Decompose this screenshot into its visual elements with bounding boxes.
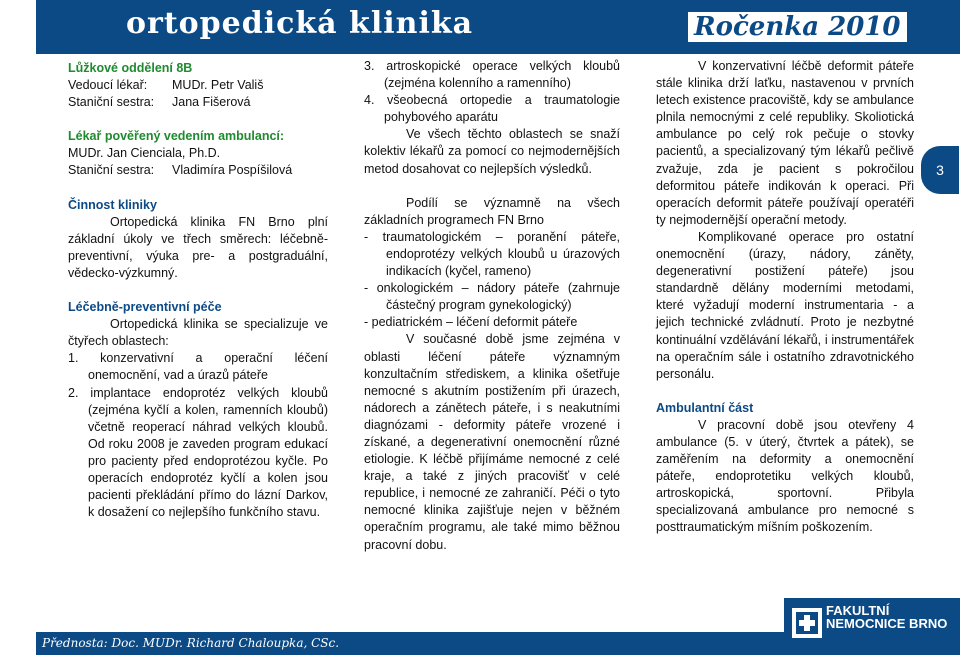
program-pediatric: - pediatrickém – léčení deformit páteře [364,315,578,330]
column-3 [656,58,914,537]
program-trauma: - traumatologickém – poranění páteře, endoprotézy velkých kloubů u úrazových indikacích (kyčel, rameno) [364,229,620,279]
activity-text: Ortopedická klinika FN Brno plní základní úkoly ve třech směrech: léčebně-preventivní, výuka pre- a postgraduální, vědecko-výzkumný. [68,214,328,280]
nurse2-label: Staniční sestra: [68,163,155,178]
nurse2-row [68,162,328,179]
nurse2-name: Vladimíra Pospíšilová [172,163,293,178]
conservative-text: V konzervativní léčbě deformit páteře stále klinika drží laťku, nastavenou v prvních letech existence pracoviště, kdy se ambulance plnila nemocnými z celé republiky. Skoliotická ambulance po celý rok pečuje o stovky pacientů, a specializovaný tým lékařů pečlivě zvažuje, zda je pacient s pokročilou deformitou páteře indikován k operaci. Při operacích deformit páteře používají operatéři ty nejmodernější operační metody. [656,59,914,227]
outpatient-heading: Ambulantní část [656,400,754,415]
complex-operations-text: Komplikované operace pro ostatní onemocnění (úrazy, nádory, záněty, degenerativní postižení páteře) jsou standardně dělány moderními metodami, které vyžadují moderní instrumentaria - a jejich technické zvládnutí. Proto je nezbytné kontinuální vzdělávání lékařů, i instrumentářek na operačním sále i ostatního zdravotnického personálu. [656,229,914,381]
programs-intro: Podílí se významně na všech základních programech FN Brno [364,195,620,227]
care-intro: Ortopedická klinika se specializuje ve čtyřech oblastech: [68,317,328,349]
activity-heading: Činnost kliniky [68,197,157,212]
area-2: 2. implantace endoprotéz velkých kloubů (zejména kyčlí a kolen, ramenních kloubů) včetně reoperací náhrad velkých kloubů. Od roku 2008 je zaveden program edukací pro pacienty před endoprotézou kyčle. Po operacích endoprotéz kyčlí a kolen jsou pacienti překládání přímo do lázní Darkov, k dosažení co nejlepšího funkčního stavu. [68,385,328,520]
ward-heading: Lůžkové oddělení 8B [68,61,193,75]
ambulance-lead-heading: Lékař pověřený vedením ambulancí: [68,129,285,144]
logo-icon [792,608,822,638]
ambulance-lead-doctor: MUDr. Jan Cienciala, Ph.D. [68,146,221,161]
head-doctor-label: Vedoucí lékař: [68,78,148,93]
program-onco: - onkologickém – nádory páteře (zahrnuje částečný program gynekologický) [364,281,620,313]
hospital-logo [784,598,960,655]
yearbook-title: Ročenka 2010 [688,12,907,42]
nurse-row [68,94,328,111]
logo-text: FAKULTNÍ NEMOCNICE BRNO [826,603,948,631]
outpatient-text: V pracovní době jsou otevřeny 4 ambulance (5. v úterý, čtvrtek a pátek), se zaměřením na deformity a onemocnění páteře, endoprotetiku velkých kloubů, artroskopická, sportovní. Přibyla specializovaná ambulance pro nemocné s posttraumatickým míšním poškozením. [656,417,914,535]
nurse-name: Jana Fišerová [172,95,251,110]
area-4: 4. všeobecná ortopedie a traumatologie pohybového aparátu [364,93,620,125]
area-1: 1. konzervativní a operační léčení onemocnění, vad a úrazů páteře [68,351,328,383]
care-heading: Léčebně-preventivní péče [68,300,222,315]
nurse-label: Staniční sestra: [68,95,155,110]
area-3: 3. artroskopické operace velkých kloubů (zejména kolenního a ramenního) [364,59,620,91]
page-number: 3 [921,146,959,194]
head-doctor-name: MUDr. Petr Vališ [172,78,264,93]
areas-summary: Ve všech těchto oblastech se snaží kolektiv lékařů za pomocí co nejmodernějších metod dosahovat co nejlepších výsledků. [364,127,620,176]
present-text: V současné době jsme zejména v oblasti léčení páteře významným konzultačním střediskem, a klinika ošetřuje nemocné s akutním postižením při úrazech, nádorech a zánětech páteře, i s neakutními diagnózami - deformity páteře vrozené i získané, a degenerativní onemocnění různé etiologie. K léčbě přijímáme nemocné z celé kraje, a také z jiných pracovišť v celé republice, i nemocné ze zahraničí. Péči o tyto nemocné klinika zajišťuje nejen v běžném operačním programu, ale také mimo běžnou pracovní dobu. [364,332,620,552]
head-doctor-row [68,77,328,94]
footer-lecturer: Přednosta: Doc. MUDr. Richard Chaloupka, CSc. [42,636,340,650]
clinic-title: ortopedická klinika [126,6,474,41]
column-1 [68,60,328,521]
column-2 [364,58,620,554]
